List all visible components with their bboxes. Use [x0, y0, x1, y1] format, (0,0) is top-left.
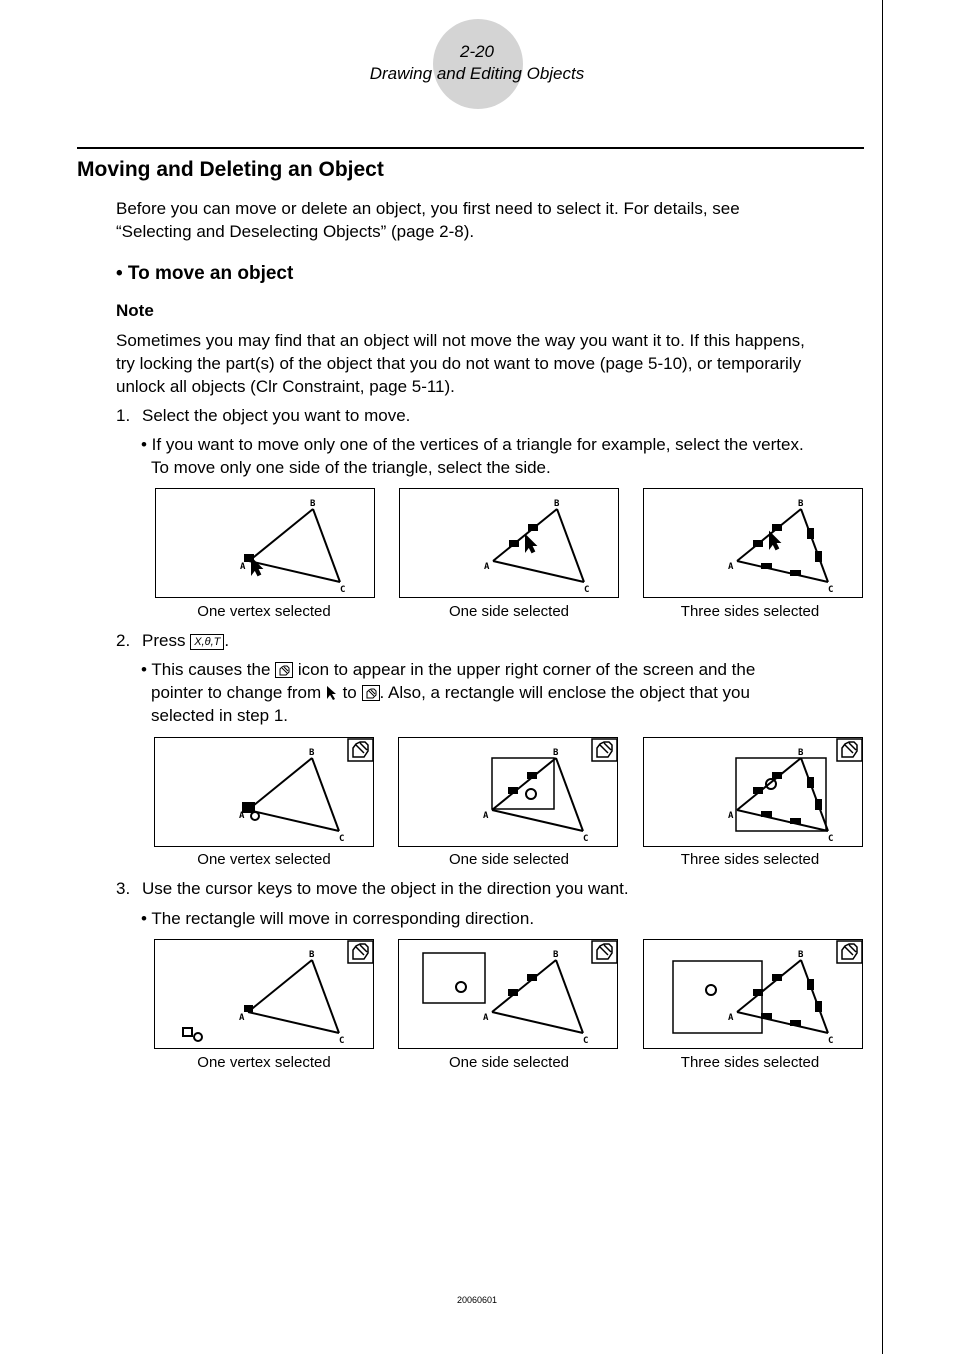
step-2-text: Press	[142, 631, 186, 650]
bullet-2-post: . Also, a rectangle will enclose the object that you	[379, 683, 750, 702]
caption-row1-three: Three sides selected	[680, 603, 820, 620]
label-b: B	[553, 748, 559, 758]
label-a: A	[239, 811, 245, 821]
caption-row2-three: Three sides selected	[680, 851, 820, 868]
caption-row3-vertex: One vertex selected	[197, 1054, 331, 1071]
screen-row1-three	[643, 488, 863, 598]
step-2-bullet-3: selected in step 1.	[151, 706, 289, 725]
label-b: B	[553, 950, 559, 960]
intro-line-1: Before you can move or delete an object, you first need to select it. For details, see	[116, 199, 740, 218]
label-c: C	[828, 834, 834, 844]
label-c: C	[339, 834, 345, 844]
screen-row3-side	[398, 939, 618, 1049]
label-b: B	[554, 499, 560, 509]
caption-row2-vertex: One vertex selected	[197, 851, 331, 868]
heading-rule	[77, 147, 864, 149]
note-label: Note	[116, 301, 154, 320]
caption-row2-side: One side selected	[448, 851, 570, 868]
step-1-bullet-1: • If you want to move only one of the vertices of a triangle for example, select the vertex.	[141, 435, 804, 454]
screen-row2-three	[643, 737, 863, 847]
bullet-2-pre: pointer to change from	[151, 683, 322, 702]
label-b: B	[309, 748, 315, 758]
xthetat-key[interactable]: X,θ,T	[190, 634, 224, 650]
screen-row2-side	[398, 737, 618, 847]
label-a: A	[240, 562, 246, 572]
footer-code: 20060601	[456, 1295, 498, 1305]
label-c: C	[828, 1036, 834, 1046]
bullet-1-mid: icon to appear in the upper right corner of the screen and the	[297, 660, 756, 679]
hand-icon	[362, 685, 380, 701]
page-number: 2-20	[459, 42, 495, 61]
label-a: A	[239, 1013, 245, 1023]
label-a: A	[483, 1013, 489, 1023]
label-b: B	[798, 950, 804, 960]
screen-row1-side	[399, 488, 619, 598]
note-line-2: try locking the part(s) of the object that you do not want to move (page 5-10), or temporarily	[116, 354, 802, 373]
screen-row1-vertex	[155, 488, 375, 598]
label-c: C	[583, 1036, 589, 1046]
caption-row3-three: Three sides selected	[680, 1054, 820, 1071]
label-c: C	[584, 585, 590, 595]
label-c: C	[583, 834, 589, 844]
caption-row3-side: One side selected	[448, 1054, 570, 1071]
label-a: A	[728, 811, 734, 821]
caption-row1-side: One side selected	[448, 603, 570, 620]
intro-line-2: “Selecting and Deselecting Objects” (page 2-8).	[116, 222, 475, 241]
subheading: • To move an object	[116, 263, 294, 284]
label-b: B	[798, 499, 804, 509]
bullet-1-pre: • This causes the	[141, 660, 271, 679]
step-2-end: .	[224, 631, 230, 650]
hand-icon	[275, 662, 293, 678]
caption-row1-vertex: One vertex selected	[197, 603, 331, 620]
note-line-3: unlock all objects (Clr Constraint, page 5-11).	[116, 377, 455, 396]
arrow-pointer-icon	[326, 684, 338, 707]
screen-row3-vertex	[154, 939, 374, 1049]
label-b: B	[798, 748, 804, 758]
page-heading: Moving and Deleting an Object	[77, 158, 384, 181]
step-1-bullet-2: To move only one side of the triangle, select the side.	[151, 458, 551, 477]
screen-row3-three	[643, 939, 863, 1049]
step-3-bullet: • The rectangle will move in corresponding direction.	[141, 909, 535, 928]
bullet-2-to: to	[342, 683, 357, 702]
step-1-text: Select the object you want to move.	[142, 406, 411, 425]
label-a: A	[484, 562, 490, 572]
step-2-number: 2.	[116, 631, 131, 650]
label-a: A	[728, 562, 734, 572]
note-line-1: Sometimes you may find that an object will not move the way you want it to. If this happens,	[116, 331, 805, 350]
step-2-line	[142, 629, 229, 652]
step-3-text: Use the cursor keys to move the object in the direction you want.	[142, 879, 629, 898]
label-c: C	[828, 585, 834, 595]
page-right-border	[882, 0, 883, 1354]
label-c: C	[339, 1036, 345, 1046]
label-a: A	[483, 811, 489, 821]
step-2-bullet-1	[141, 658, 755, 681]
section-title: Drawing and Editing Objects	[369, 64, 585, 83]
screen-row2-vertex	[154, 737, 374, 847]
label-b: B	[309, 950, 315, 960]
step-3-number: 3.	[116, 879, 131, 898]
label-c: C	[340, 585, 346, 595]
label-a: A	[728, 1013, 734, 1023]
step-1-number: 1.	[116, 406, 131, 425]
label-b: B	[310, 499, 316, 509]
